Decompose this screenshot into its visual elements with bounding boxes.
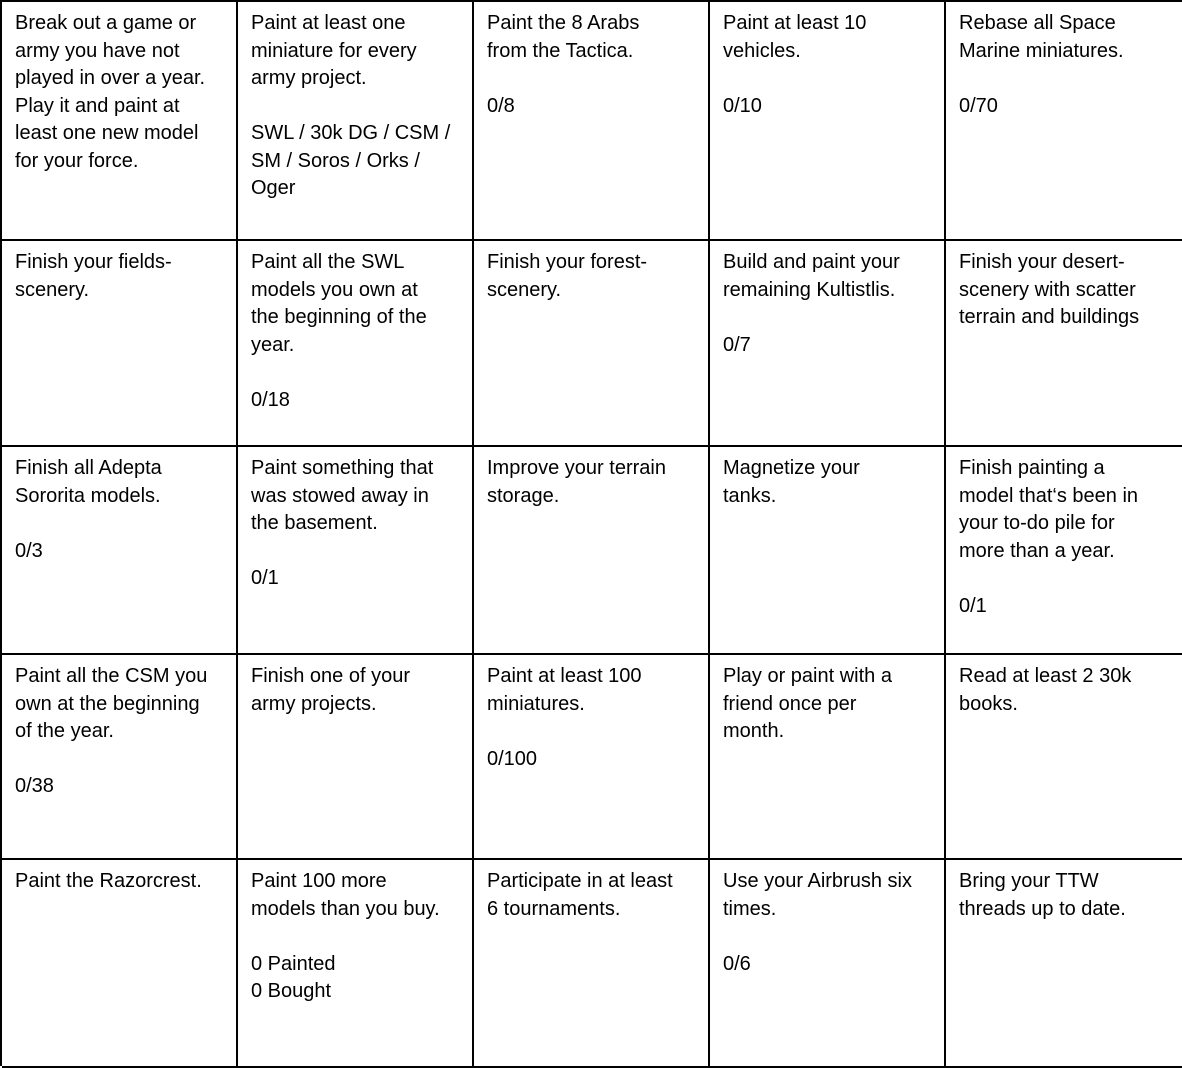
challenge-text-line: Read at least 2 30k bbox=[959, 665, 1132, 687]
challenge-text-line: month. bbox=[723, 720, 785, 742]
challenge-text-line: Play it and paint at bbox=[15, 94, 180, 117]
challenge-text-line: remaining Kultistlis. bbox=[723, 278, 896, 301]
bingo-cell-r5-c4 bbox=[710, 860, 946, 1068]
challenge-text-line: was stowed away in bbox=[251, 484, 429, 507]
progress-text: 0/6 bbox=[723, 952, 751, 975]
bingo-cell-r1-c3 bbox=[474, 2, 710, 241]
bingo-cell-r1-c5 bbox=[946, 2, 1182, 241]
challenge-text-line: times. bbox=[723, 897, 777, 920]
spacer bbox=[487, 718, 698, 746]
progress-text: 0/100 bbox=[487, 747, 538, 770]
spacer bbox=[487, 65, 698, 93]
challenge-text-line: for your force. bbox=[15, 149, 139, 172]
challenge-text-line: storage. bbox=[487, 484, 560, 507]
challenge-text-line: Finish one of your bbox=[251, 665, 410, 687]
spacer bbox=[959, 65, 1172, 93]
challenge-text-line: 6 tournaments. bbox=[487, 897, 621, 920]
challenge-text-line: Improve your terrain bbox=[487, 457, 666, 479]
bingo-cell-r3-c2 bbox=[238, 447, 474, 655]
challenge-text-line: played in over a year. bbox=[15, 67, 206, 89]
bingo-cell-r2-c2 bbox=[238, 241, 474, 447]
challenge-text-line: army project. bbox=[251, 67, 367, 89]
challenge-text-line: Finish your desert- bbox=[959, 251, 1125, 273]
progress-text: Oger bbox=[251, 177, 296, 199]
bingo-cell-r1-c1 bbox=[2, 2, 238, 241]
challenge-text-line: models than you buy. bbox=[251, 897, 440, 920]
challenge-text-line: books. bbox=[959, 692, 1018, 715]
bingo-cell-r3-c4 bbox=[710, 447, 946, 655]
challenge-text-line: Paint at least 100 bbox=[487, 665, 642, 687]
challenge-text-line: Sororita models. bbox=[15, 484, 161, 507]
progress-text: 0/1 bbox=[251, 567, 279, 589]
bingo-cell-r4-c5 bbox=[946, 655, 1182, 860]
spacer bbox=[15, 746, 226, 774]
challenge-text-line: Paint all the CSM you bbox=[15, 665, 208, 687]
challenge-text-line: the basement. bbox=[251, 512, 378, 534]
spacer bbox=[15, 510, 226, 538]
challenge-text-line: from the Tactica. bbox=[487, 39, 634, 62]
challenge-text-line: your to-do pile for bbox=[959, 512, 1115, 534]
progress-text: SM / Soros / Orks / bbox=[251, 149, 420, 172]
progress-text: 0/3 bbox=[15, 539, 43, 562]
challenge-text-line: Paint 100 more bbox=[251, 870, 387, 892]
bingo-cell-r4-c1 bbox=[2, 655, 238, 860]
challenge-text-line: Play or paint with a bbox=[723, 665, 892, 687]
challenge-text-line: friend once per bbox=[723, 692, 857, 715]
spacer bbox=[251, 538, 462, 566]
challenge-text-line: Finish all Adepta bbox=[15, 457, 162, 479]
bingo-cell-r3-c5 bbox=[946, 447, 1182, 655]
challenge-text-line: Paint the Razorcrest. bbox=[15, 870, 202, 892]
bingo-cell-r1-c2 bbox=[238, 2, 474, 241]
spacer bbox=[251, 923, 462, 951]
challenge-text-line: Bring your TTW bbox=[959, 870, 1099, 892]
spacer bbox=[723, 65, 934, 93]
progress-text: 0/10 bbox=[723, 94, 762, 117]
spacer bbox=[251, 359, 462, 387]
progress-text: 0/18 bbox=[251, 388, 290, 411]
challenge-text-line: Finish your forest- bbox=[487, 251, 648, 273]
challenge-text-line: Paint something that bbox=[251, 457, 434, 479]
challenge-text-line: Paint the 8 Arabs bbox=[487, 12, 640, 34]
progress-text: 0 Bought bbox=[251, 980, 332, 1002]
challenge-text-line: Finish painting a bbox=[959, 457, 1105, 479]
challenge-text-line: Participate in at least bbox=[487, 870, 673, 892]
spacer bbox=[959, 565, 1172, 593]
challenge-text-line: Use your Airbrush six bbox=[723, 870, 912, 892]
progress-text: SWL / 30k DG / CSM / bbox=[251, 122, 451, 144]
spacer bbox=[723, 304, 934, 332]
bingo-cell-r3-c1 bbox=[2, 447, 238, 655]
challenge-text-line: Paint all the SWL bbox=[251, 251, 405, 273]
challenge-text-line: Paint at least 10 bbox=[723, 12, 867, 34]
bingo-cell-r1-c4 bbox=[710, 2, 946, 241]
challenge-text-line: threads up to date. bbox=[959, 897, 1126, 920]
challenge-text-line: Finish your fields- bbox=[15, 251, 172, 273]
challenge-text-line: Marine miniatures. bbox=[959, 39, 1124, 62]
challenge-text-line: Paint at least one bbox=[251, 12, 406, 34]
challenge-text-line: miniatures. bbox=[487, 692, 585, 715]
challenge-text-line: tanks. bbox=[723, 484, 777, 507]
challenge-text-line: the beginning of the bbox=[251, 306, 427, 328]
bingo-cell-r3-c3 bbox=[474, 447, 710, 655]
challenge-text-line: army you have not bbox=[15, 39, 180, 62]
challenge-text-line: of the year. bbox=[15, 720, 114, 742]
bingo-cell-r4-c4 bbox=[710, 655, 946, 860]
progress-text: 0/38 bbox=[15, 775, 54, 797]
spacer bbox=[723, 923, 934, 951]
spacer bbox=[251, 93, 462, 121]
bingo-cell-r5-c1 bbox=[2, 860, 238, 1068]
challenge-text-line: terrain and buildings bbox=[959, 306, 1140, 328]
progress-text: 0 Painted bbox=[251, 952, 336, 975]
challenge-text-line: army projects. bbox=[251, 692, 377, 715]
bingo-cell-r5-c5 bbox=[946, 860, 1182, 1068]
challenge-text-line: Magnetize your bbox=[723, 457, 860, 479]
challenge-text-line: vehicles. bbox=[723, 39, 801, 62]
challenge-text-line: model that‘s been in bbox=[959, 484, 1139, 507]
challenge-text-line: scenery. bbox=[487, 278, 562, 301]
bingo-cell-r2-c5 bbox=[946, 241, 1182, 447]
bingo-cell-r5-c2 bbox=[238, 860, 474, 1068]
progress-text: 0/1 bbox=[959, 594, 987, 617]
progress-text: 0/7 bbox=[723, 333, 751, 356]
challenge-text-line: Build and paint your bbox=[723, 251, 900, 273]
challenge-text-line: more than a year. bbox=[959, 539, 1115, 562]
challenge-text-line: own at the beginning bbox=[15, 692, 200, 715]
progress-text: 0/70 bbox=[959, 94, 998, 117]
bingo-cell-r2-c1 bbox=[2, 241, 238, 447]
challenge-text-line: year. bbox=[251, 333, 295, 356]
challenge-text-line: least one new model bbox=[15, 122, 199, 144]
challenge-text-line: Rebase all Space bbox=[959, 12, 1116, 34]
bingo-cell-r5-c3 bbox=[474, 860, 710, 1068]
bingo-cell-r4-c3 bbox=[474, 655, 710, 860]
challenge-text-line: Break out a game or bbox=[15, 12, 197, 34]
challenge-text-line: models you own at bbox=[251, 278, 418, 301]
challenge-text-line: miniature for every bbox=[251, 39, 417, 62]
progress-text: 0/8 bbox=[487, 94, 515, 117]
bingo-cell-r2-c4 bbox=[710, 241, 946, 447]
bingo-cell-r2-c3 bbox=[474, 241, 710, 447]
challenge-text-line: scenery with scatter bbox=[959, 278, 1136, 301]
challenge-text-line: scenery. bbox=[15, 278, 90, 301]
bingo-cell-r4-c2 bbox=[238, 655, 474, 860]
